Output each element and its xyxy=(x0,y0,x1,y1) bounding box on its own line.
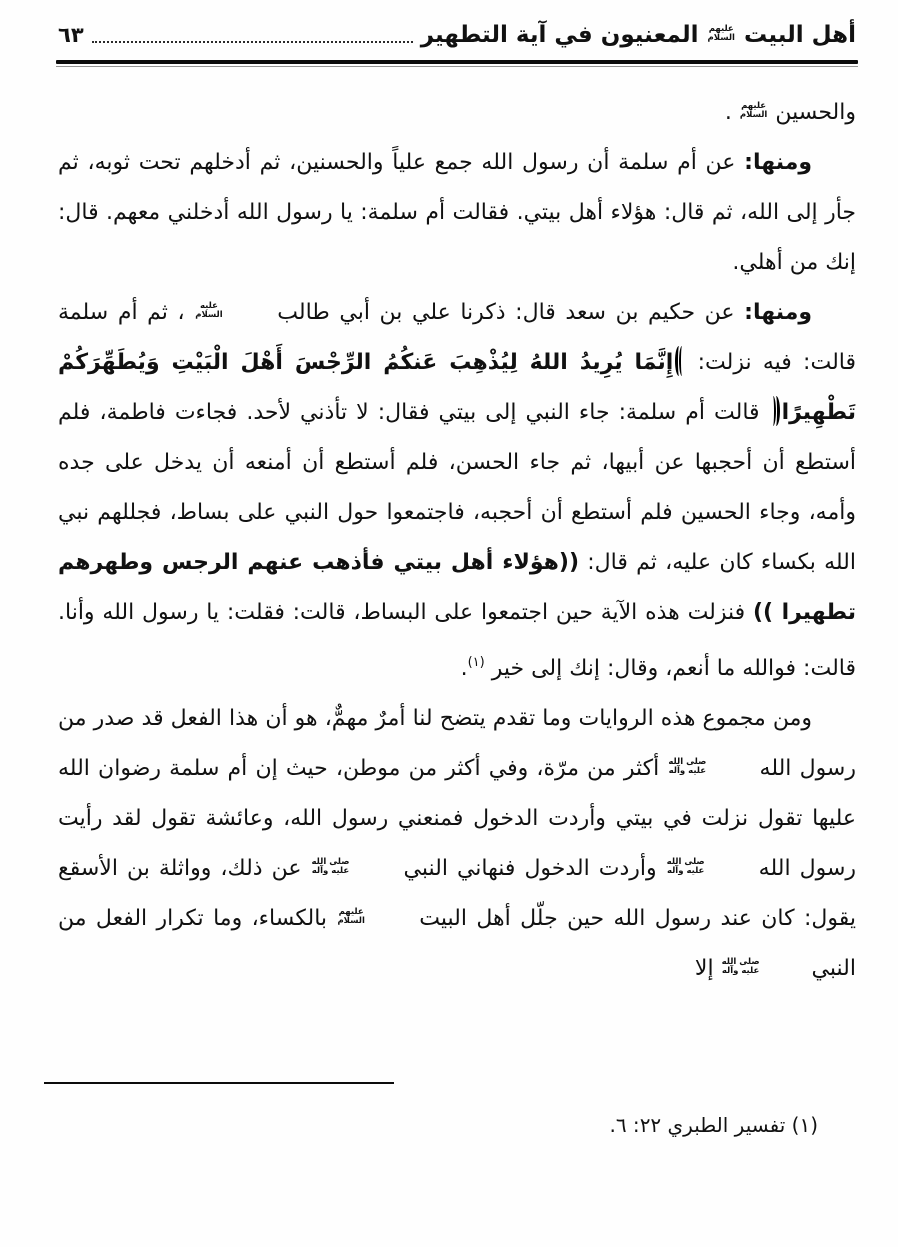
header-rule-shadow xyxy=(56,66,858,67)
chapter-title xyxy=(421,20,856,50)
chapter-title-text-2: المعنيون في آية التطهير xyxy=(420,22,699,48)
text-run: فنزلت هذه الآية حين اجتمعوا على البساط، قالت: فقلت: يا رسول الله وأنا. قالت: فوالله ما أنعم، وقال: إنك إلى خير xyxy=(58,600,856,681)
paragraph xyxy=(58,288,856,694)
honorific-seal-icon: صلى الله عليه وآله xyxy=(668,757,707,776)
page-number: ٦٣ xyxy=(58,23,84,47)
paragraph xyxy=(58,694,856,994)
honorific-seal-icon: عليهم السلام xyxy=(707,23,735,43)
honorific-seal-icon: صلى الله عليه وآله xyxy=(666,857,705,876)
paragraph xyxy=(58,138,856,288)
running-head xyxy=(58,20,856,50)
footnote xyxy=(58,1108,818,1142)
text-run: بالكساء، وما تكرار الفعل من النبي xyxy=(58,906,856,981)
text-run: عن أم سلمة أن رسول الله جمع علياً والحسنين، ثم أدخلهم تحت ثوبه، ثم جأر إلى الله، ثم قال: هؤلاء أهل بيتي. فقالت أم سلمة: يا رسول الله أدخلني معهم. قال: إنك من أهلي. xyxy=(58,150,856,275)
honorific-seal-icon: عليهم السلام xyxy=(337,907,365,926)
emphasized-text: ومنها: xyxy=(744,150,812,175)
text-run: . xyxy=(460,656,468,681)
text-run: وأردت الدخول فنهاني النبي xyxy=(394,856,666,881)
text-run: . xyxy=(724,100,739,125)
text-run: ، ثم أم سلمة قالت: فيه نزلت: xyxy=(58,300,856,375)
honorific-seal-icon: صلى الله عليه وآله xyxy=(311,857,350,876)
emphasized-text: إِنَّمَا يُرِيدُ اللهُ لِيُذْهِبَ عَنكُمُ الرِّجْسَ أَهْلَ الْبَيْتِ وَيُطَهِّرَكُمْ تَطْهِيرًا xyxy=(58,350,856,425)
header-rule xyxy=(56,60,858,64)
honorific-seal-icon: عليهم السلام xyxy=(739,101,768,120)
text-run: قالت أم سلمة: جاء النبي إلى بيتي فقال: لا تأذني لأحد. فجاءت فاطمة، فلم أستطع أن أحجبها عن أبيها، ثم جاء الحسن، فلم أستطع أن أمنعه أن يدخل على جده وأمه، وجاء الحسين فلم أستطع أن أحجبه، فاجتمعوا حول النبي على بساط، فجللهم نبي الله بكساء كان عليه، ثم قال: xyxy=(58,400,856,575)
footnote-reference: (١) xyxy=(467,655,485,670)
footnote-divider xyxy=(44,1082,394,1084)
dotted-leader xyxy=(92,40,413,43)
paragraph xyxy=(58,88,856,138)
text-run: إلا xyxy=(694,956,721,981)
honorific-seal-icon: عليه السلام xyxy=(195,301,223,320)
chapter-title-text: أهل البيت xyxy=(743,22,856,48)
emphasized-text: ومنها: xyxy=(744,300,812,325)
body-text xyxy=(58,88,856,1076)
footnote-marker: (١) xyxy=(791,1113,818,1137)
text-run: عن ذلك، وواثلة بن الأسقع يقول: كان عند رسول الله حين جلّل أهل البيت xyxy=(58,856,856,931)
text-run: عن حكيم بن سعد قال: ذكرنا علي بن أبي طالب xyxy=(267,300,745,325)
text-run: ومن مجموع هذه الروايات وما تقدم يتضح لنا أمرٌ مهمٌّ، هو أن هذا الفعل قد صدر من رسول الله xyxy=(58,706,856,781)
emphasized-text: ((هؤلاء أهل بيتي فأذهب عنهم الرجس وطهرهم تطهيرا )) xyxy=(58,550,856,625)
quran-bracket-close-icon xyxy=(770,396,781,426)
footnote-text: تفسير الطبري ٢٢: ٦. xyxy=(609,1113,786,1137)
text-run: والحسين xyxy=(768,100,856,125)
honorific-seal-icon: صلى الله عليه وآله xyxy=(721,957,760,976)
text-run: أكثر من مرّة، وفي أكثر من موطن، حيث إن أم سلمة رضوان الله عليها تقول نزلت في بيتي وأردت الدخول فمنعني رسول الله، وعائشة تقول لقد رأيت رسول الله xyxy=(58,756,856,881)
quran-bracket-open-icon xyxy=(674,346,685,376)
